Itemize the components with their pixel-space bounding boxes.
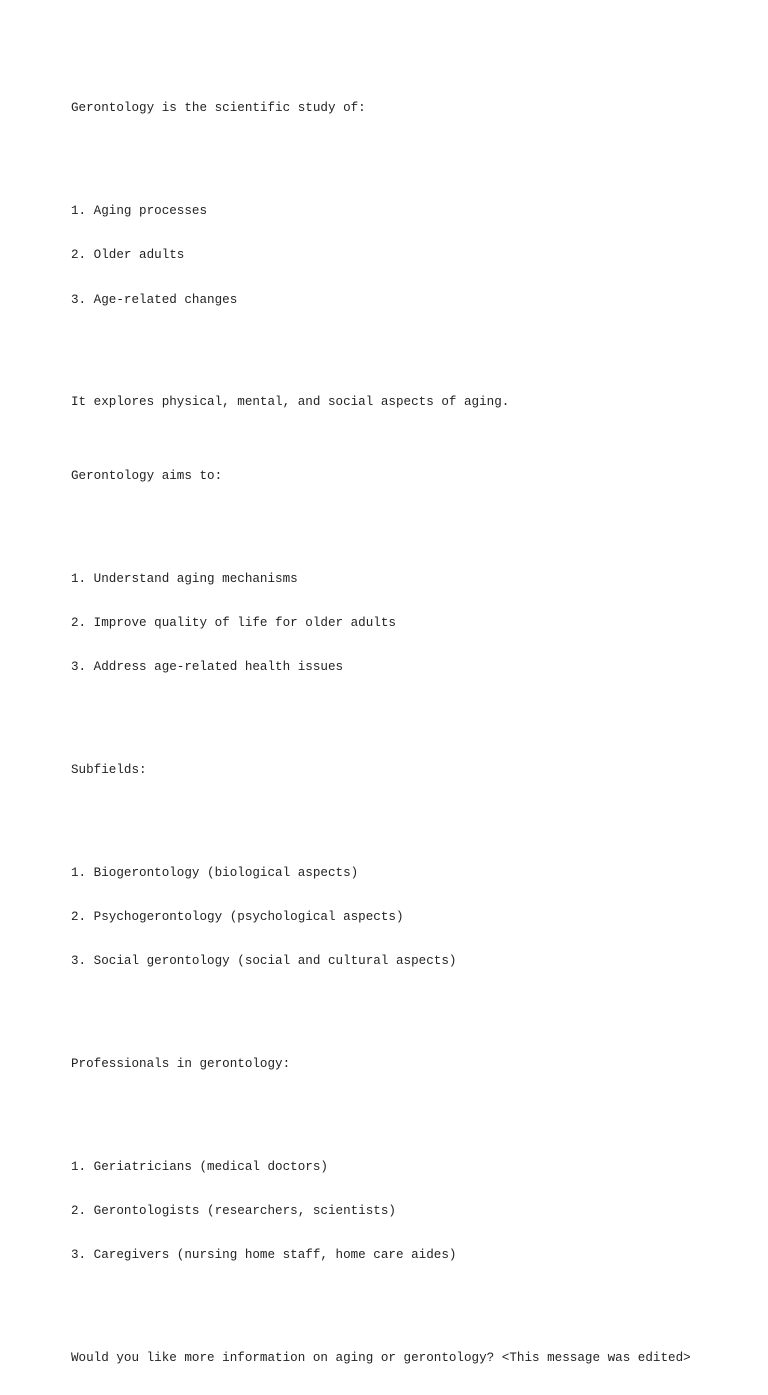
list-item: 2. Older adults (71, 248, 185, 263)
list-item: 3. Address age-related health issues (71, 660, 344, 675)
study-list (71, 175, 751, 337)
list-item: 1. Aging processes (71, 204, 208, 219)
list-item: 3. Age-related changes (71, 292, 238, 307)
subfields-list (71, 836, 751, 998)
list-item: 2. Psychogerontology (psychological aspects) (71, 909, 404, 924)
professionals-list (71, 1131, 751, 1293)
list-item: 1. Understand aging mechanisms (71, 571, 298, 586)
aims-list (71, 542, 751, 704)
list-item: 3. Caregivers (nursing home staff, home care aides) (71, 1248, 457, 1263)
message-body (71, 72, 751, 1395)
aims-heading: Gerontology aims to: (71, 468, 223, 483)
list-item: 2. Improve quality of life for older adults (71, 615, 396, 630)
intro-text: Gerontology is the scientific study of: (71, 101, 366, 116)
list-item: 1. Geriatricians (medical doctors) (71, 1159, 328, 1174)
professionals-heading: Professionals in gerontology: (71, 1057, 291, 1071)
explores-text: It explores physical, mental, and social aspects of aging. (71, 395, 510, 410)
subfields-heading: Subfields: (71, 762, 147, 777)
closing-question: Would you like more information on aging or gerontology? <This message was edited> (71, 1351, 691, 1366)
list-item: 2. Gerontologists (researchers, scientists) (71, 1204, 396, 1219)
list-item: 3. Social gerontology (social and cultural aspects) (71, 954, 457, 969)
list-item: 1. Biogerontology (biological aspects) (71, 865, 359, 880)
